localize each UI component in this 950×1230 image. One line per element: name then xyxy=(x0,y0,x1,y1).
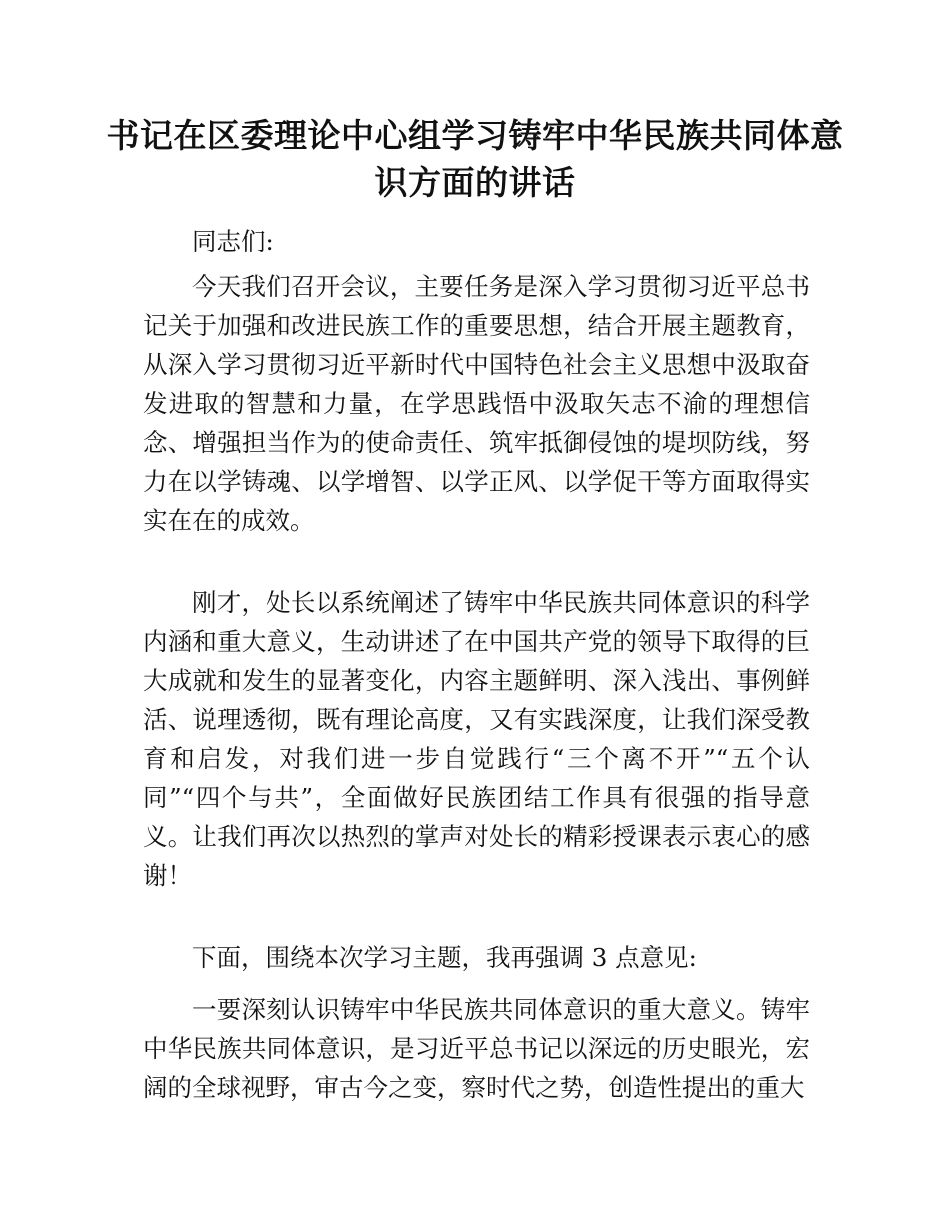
paragraph-3: 下面，围绕本次学习主题，我再强调 3 点意见: xyxy=(192,943,697,972)
greeting: 同志们: xyxy=(192,227,274,256)
document-title: 书记在区委理论中心组学习铸牢中华民族共同体意识方面的讲话 xyxy=(106,116,844,202)
paragraph-2: 刚才，处长以系统阐述了铸牢中华民族共同体意识的科学内涵和重大意义，生动讲述了在中国共产党的领导下取得的巨大成就和发生的显著变化，内容主题鲜明、深入浅出、事例鲜活、说理透彻，既有理论高度，又有实践深度，让我们深受教育和启发，对我们进一步自觉践行“三个离不开”“五个认同”“四个与共”，全面做好民族团结工作具有很强的指导意义。让我们再次以热烈的掌声对处长的精彩授课表示衷心的感谢！ xyxy=(143,588,810,890)
paragraph-4: 一要深刻认识铸牢中华民族共同体意识的重大意义。铸牢中华民族共同体意识，是习近平总书记以深远的历史眼光，宏阔的全球视野，审古今之变，察时代之势，创造性提出的重大 xyxy=(143,995,810,1102)
paragraph-1: 今天我们召开会议，主要任务是深入学习贯彻习近平总书记关于加强和改进民族工作的重要思想，结合开展主题教育，从深入学习贯彻习近平新时代中国特色社会主义思想中汲取奋发进取的智慧和力量，在学思践悟中汲取矢志不渝的理想信念、增强担当作为的使命责任、筑牢抵御侵蚀的堤坝防线，努力在以学铸魂、以学增智、以学正风、以学促干等方面取得实实在在的成效。 xyxy=(143,272,810,535)
